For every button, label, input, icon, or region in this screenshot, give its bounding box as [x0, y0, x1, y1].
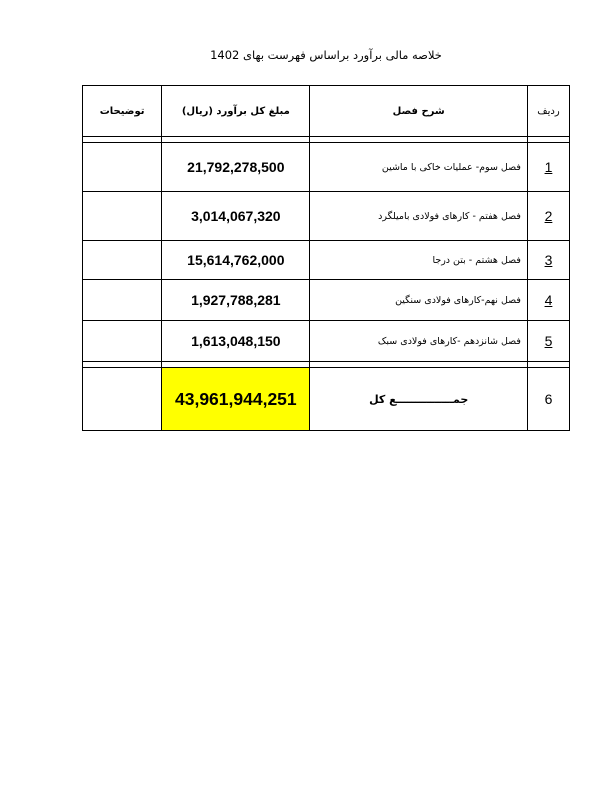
table-row [83, 321, 570, 362]
header-row [83, 86, 570, 137]
table-row [83, 280, 570, 321]
table-row [83, 192, 570, 241]
total-notes [83, 368, 162, 431]
header-sharh: شرح فصل [310, 86, 527, 137]
row-description: فصل نهم-کارهای فولادی سنگین [310, 280, 527, 321]
row-amount: 1,927,788,281 [162, 280, 310, 321]
row-amount: 3,014,067,320 [162, 192, 310, 241]
total-amount: 43,961,944,251 [162, 368, 310, 431]
header-tozihat: توضیحات [83, 86, 162, 137]
row-notes [83, 280, 162, 321]
row-amount: 15,614,762,000 [162, 241, 310, 280]
row-description: فصل شانزدهم -کارهای فولادی سبک [310, 321, 527, 362]
header-mablagh: مبلغ کل برآورد (ریال) [162, 86, 310, 137]
row-notes [83, 241, 162, 280]
table-row [83, 143, 570, 192]
row-amount: 1,613,048,150 [162, 321, 310, 362]
row-description: فصل هشتم - بتن درجا [310, 241, 527, 280]
row-description: فصل هفتم - کارهای فولادی بامیلگرد [310, 192, 527, 241]
total-row [83, 368, 570, 431]
row-number: 3 [527, 241, 569, 280]
row-number: 1 [527, 143, 569, 192]
row-notes [83, 321, 162, 362]
total-label: جمـــــــــــــــع کل [310, 368, 527, 431]
row-description: فصل سوم- عملیات خاکی با ماشین [310, 143, 527, 192]
financial-summary-table [82, 85, 570, 431]
total-row-number: 6 [527, 368, 569, 431]
table-row [83, 241, 570, 280]
row-amount: 21,792,278,500 [162, 143, 310, 192]
row-notes [83, 143, 162, 192]
document-title: خلاصه مالی برآورد براساس فهرست بهای 1402 [210, 48, 442, 62]
row-number: 4 [527, 280, 569, 321]
row-number: 5 [527, 321, 569, 362]
row-number: 2 [527, 192, 569, 241]
header-radif: ردیف [527, 86, 569, 137]
row-notes [83, 192, 162, 241]
